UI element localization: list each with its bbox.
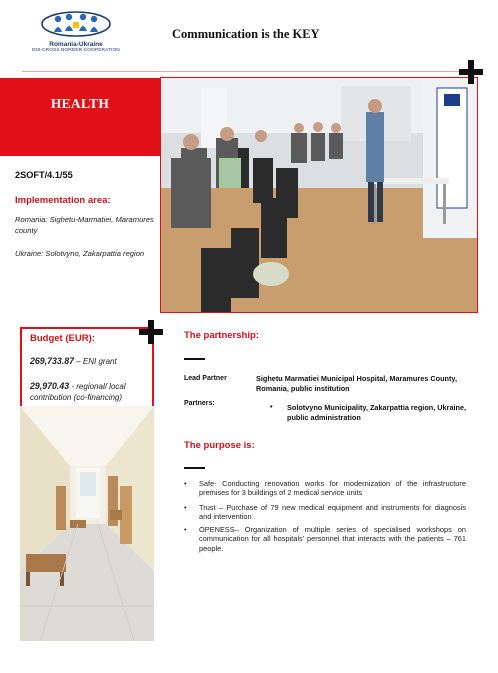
cofinancing-amount: 29,970.43	[30, 381, 70, 391]
purpose-dash	[184, 467, 205, 469]
partner-item: Solotvyno Municipality, Zakarpattia region, Ukraine, public administration	[287, 403, 467, 422]
header-divider	[22, 71, 475, 72]
eni-amount: 269,733.87	[30, 356, 75, 366]
partnership-dash	[184, 358, 205, 360]
budget-eni	[30, 356, 148, 368]
plus-icon	[459, 60, 483, 84]
purpose-text: Safe- Conducting renovation works for modernization of the infrastructure premises for 3 buildings of 2 medical service units	[199, 479, 466, 498]
project-code: 2SOFT/4.1/55	[15, 170, 73, 180]
purpose-item-safe	[184, 479, 466, 498]
purpose-item-openess	[184, 525, 466, 553]
partners-label: Partners:	[184, 400, 215, 407]
logo-subtitle: ENI-CROSS BORDER COOPERATION	[32, 48, 120, 53]
purpose-item-trust	[184, 503, 466, 522]
corridor-photo	[20, 406, 154, 641]
partnership-heading: The partnership:	[184, 330, 259, 341]
budget-heading: Budget (EUR):	[30, 333, 95, 344]
bullet: •	[184, 525, 187, 534]
eni-label: – ENI grant	[74, 357, 117, 366]
implementation-ukraine: Ukraine: Solotvyno, Zakarpattia region	[15, 249, 145, 258]
cofinancing-label: - regional/ local contribution (co-financing)	[30, 382, 126, 402]
bullet: •	[184, 479, 187, 488]
program-logo	[22, 10, 130, 64]
purpose-text: OPENESS– Organization of multiple series of specialised workshops on communication for all hospitals' personnel that interacts with the patients – 761 people.	[199, 525, 466, 553]
logo-name: Romania-Ukraine	[49, 41, 103, 48]
workshop-photo-illustration	[161, 78, 478, 313]
implementation-romania: Romania: Sighetu-Marmatiei, Maramures county	[15, 215, 154, 235]
page-title: Communication is the KEY	[172, 27, 320, 41]
health-banner-title: HEALTH	[50, 96, 110, 111]
purpose-text: Trust – Purchase of 79 new medical equipment and instruments for diagnosis and intervention	[199, 503, 466, 522]
purpose-heading: The purpose is:	[184, 440, 255, 451]
budget-cofinancing	[30, 381, 148, 403]
workshop-photo	[160, 77, 478, 313]
plus-icon	[139, 320, 163, 344]
people-chain-logo-icon	[40, 10, 112, 40]
health-banner	[0, 78, 160, 156]
lead-partner-value: Sighetu Marmatiei Municipal Hospital, Maramures County, Romania, public institution	[256, 374, 457, 393]
bullet: •	[184, 503, 187, 512]
corridor-photo-illustration	[20, 406, 154, 641]
lead-partner-label: Lead Partner	[184, 375, 227, 382]
partners-bullet: •	[270, 402, 273, 411]
implementation-area-heading: Implementation area:	[15, 195, 111, 206]
